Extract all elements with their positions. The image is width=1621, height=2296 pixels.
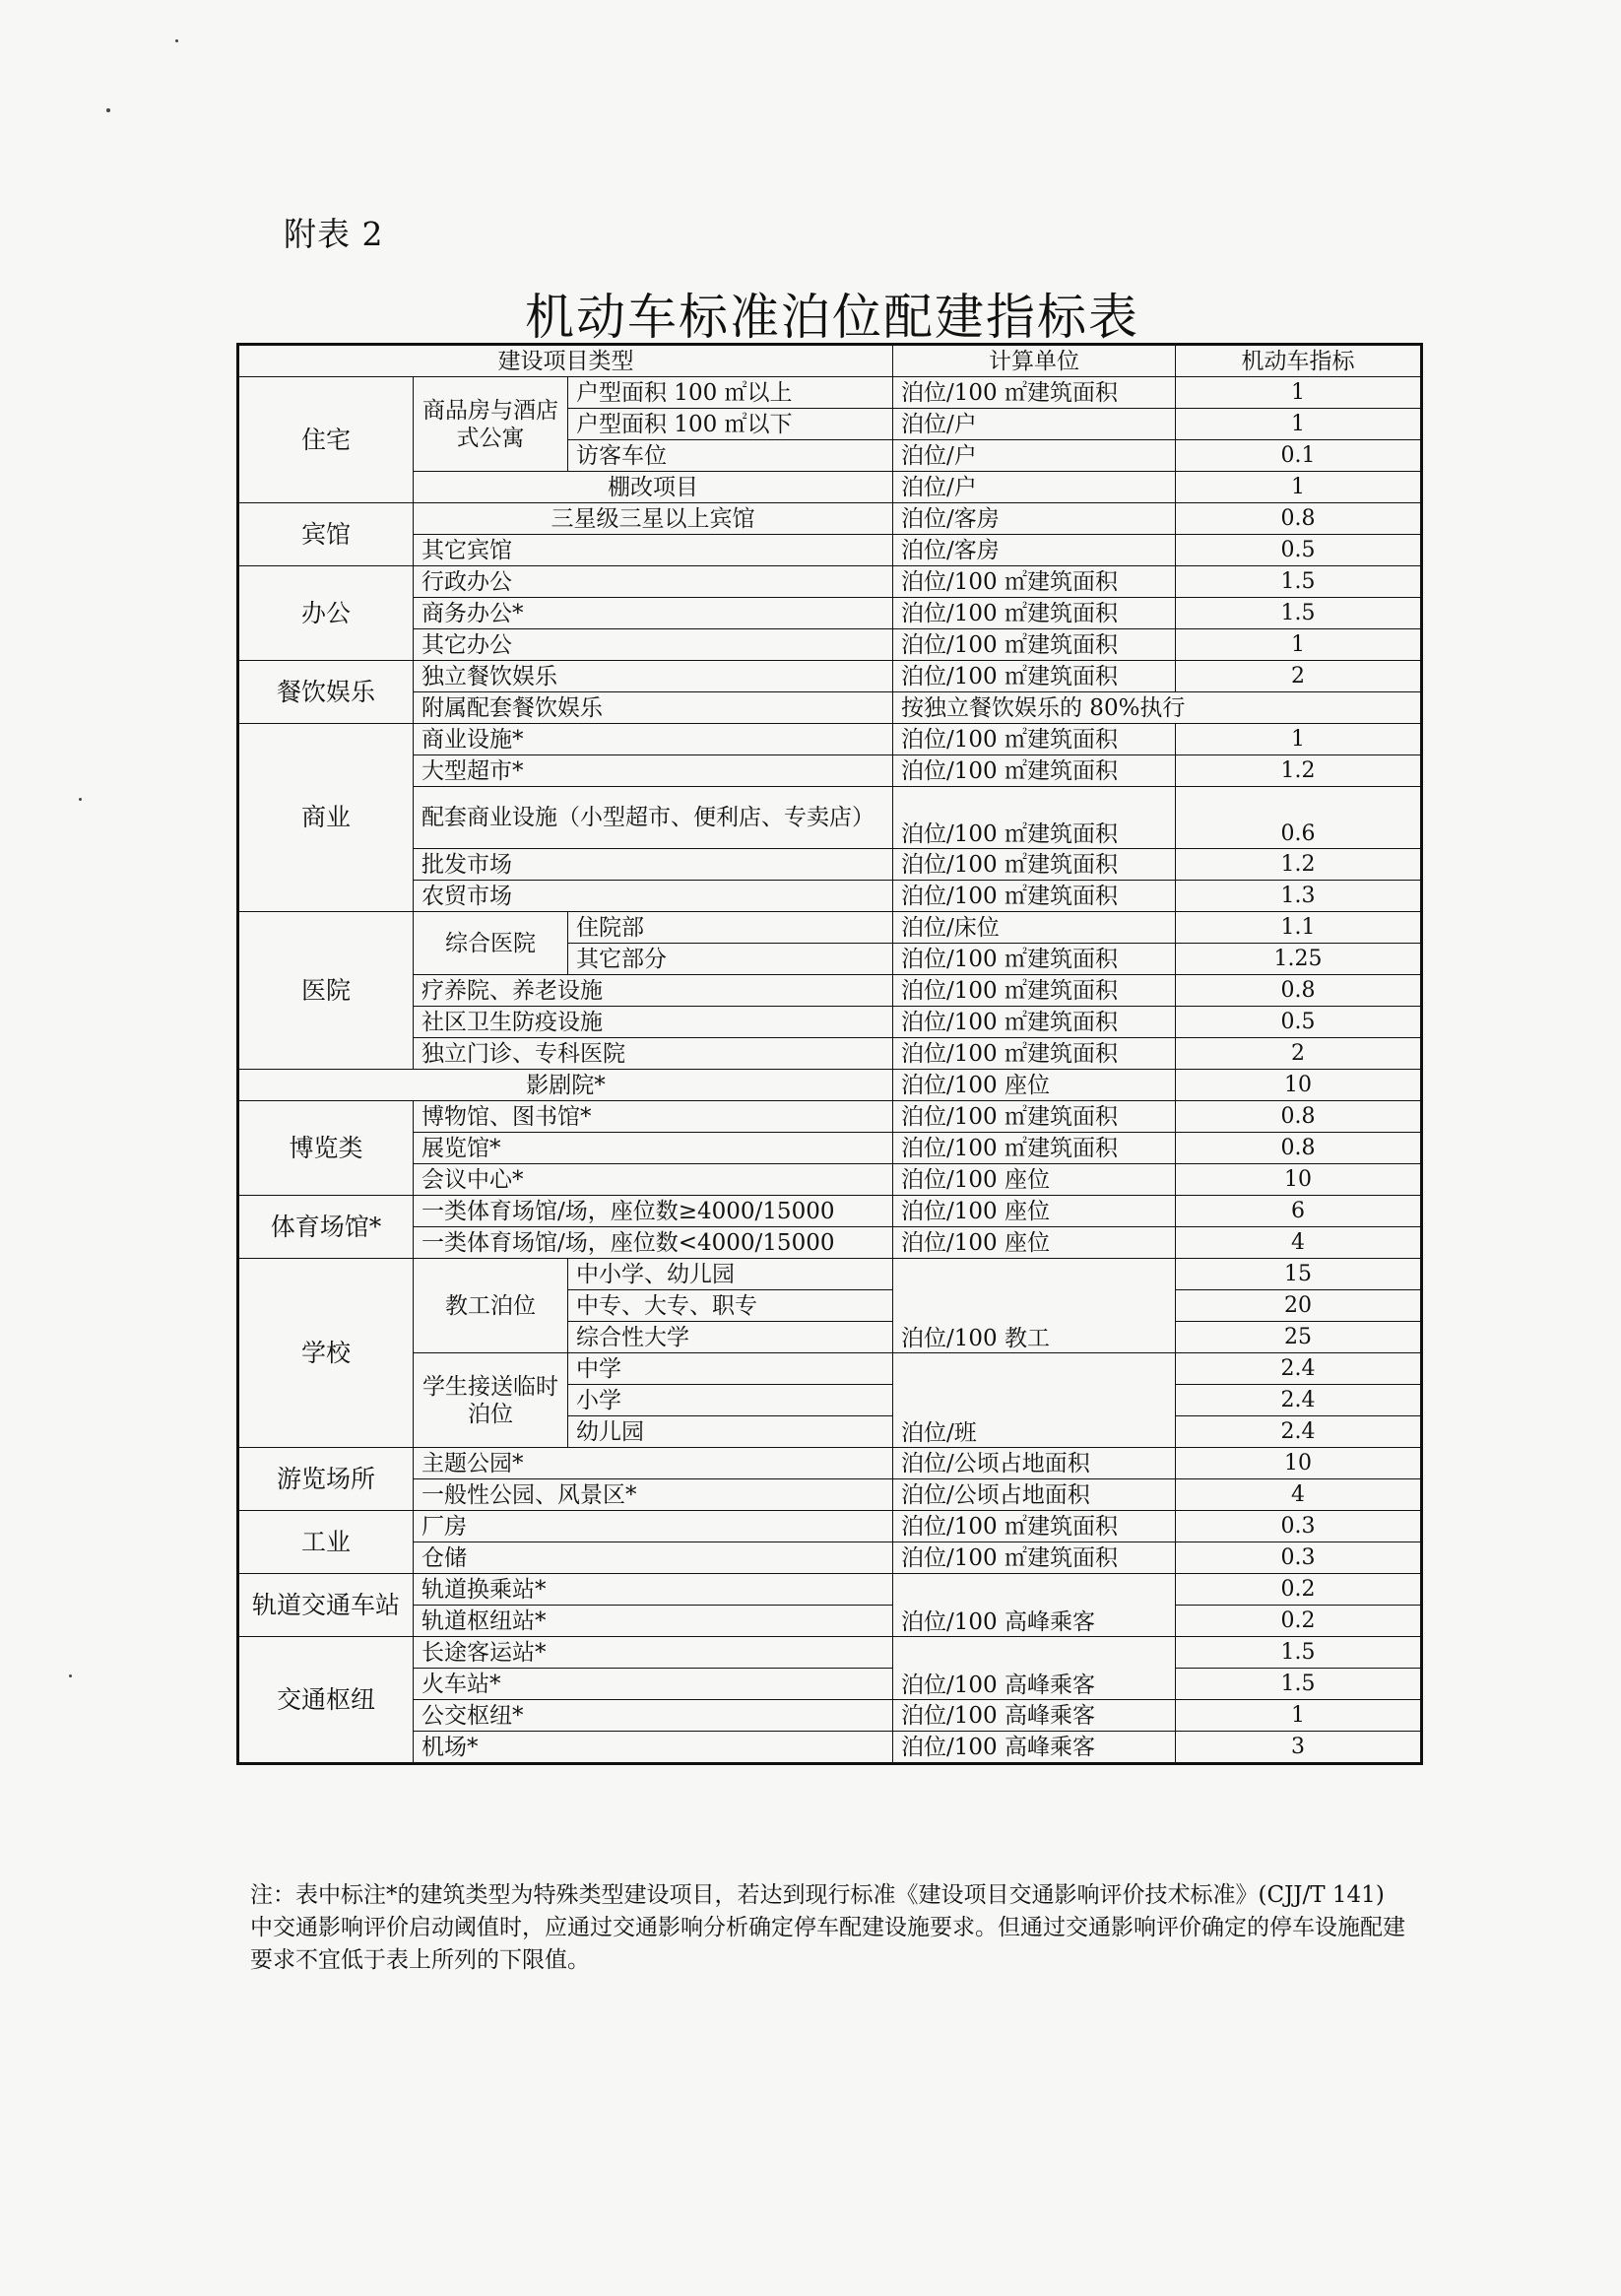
category-rail: 轨道交通车站 (238, 1574, 414, 1637)
item-cinema: 影剧院* (238, 1070, 893, 1101)
value-cell: 4 (1176, 1227, 1422, 1259)
unit-cell: 泊位/100 ㎡建筑面积 (893, 1007, 1176, 1038)
category-industry: 工业 (238, 1511, 414, 1574)
unit-cell: 泊位/100 座位 (893, 1196, 1176, 1227)
value-cell: 2.4 (1176, 1353, 1422, 1385)
table-row (238, 1133, 1422, 1164)
value-cell: 10 (1176, 1448, 1422, 1479)
table-row (238, 1038, 1422, 1070)
unit-cell: 泊位/班 (893, 1353, 1176, 1448)
table-row (238, 1700, 1422, 1732)
category-commerce: 商业 (238, 724, 414, 912)
item-university: 综合性大学 (568, 1322, 893, 1353)
value-cell: 1.5 (1176, 1637, 1422, 1669)
value-cell: 0.6 (1176, 787, 1422, 849)
unit-cell: 泊位/100 ㎡建筑面积 (893, 1511, 1176, 1542)
subcategory-commercial-housing: 商品房与酒店式公寓 (414, 377, 568, 472)
item-coach-station: 长途客运站* (414, 1637, 893, 1669)
item-stadium-small: 一类体育场馆/场，座位数<4000/15000 (414, 1227, 893, 1259)
unit-cell: 泊位/100 ㎡建筑面积 (893, 1101, 1176, 1133)
value-cell: 10 (1176, 1164, 1422, 1196)
table-row (238, 1669, 1422, 1700)
unit-cell: 泊位/100 ㎡建筑面积 (893, 661, 1176, 692)
value-cell: 1 (1176, 377, 1422, 409)
item-admin-office: 行政办公 (414, 566, 893, 598)
table-row (238, 912, 1422, 944)
table-row (238, 724, 1422, 755)
item-business-office: 商务办公* (414, 598, 893, 629)
value-cell: 0.3 (1176, 1542, 1422, 1574)
unit-cell: 泊位/100 ㎡建筑面积 (893, 944, 1176, 975)
table-row (238, 1479, 1422, 1511)
category-hub: 交通枢纽 (238, 1637, 414, 1764)
item-kindergarten: 幼儿园 (568, 1416, 893, 1448)
table-row (238, 692, 1422, 724)
table-row (238, 881, 1422, 912)
unit-cell: 泊位/100 ㎡建筑面积 (893, 629, 1176, 661)
value-cell: 0.8 (1176, 1133, 1422, 1164)
value-cell: 1 (1176, 472, 1422, 503)
header-type: 建设项目类型 (238, 345, 893, 377)
table-row (238, 1732, 1422, 1764)
unit-cell: 泊位/100 高峰乘客 (893, 1700, 1176, 1732)
unit-cell: 泊位/100 ㎡建筑面积 (893, 849, 1176, 881)
value-cell: 1.2 (1176, 849, 1422, 881)
item-other-hotel: 其它宾馆 (414, 535, 893, 566)
unit-cell: 泊位/100 ㎡建筑面积 (893, 787, 1176, 849)
value-cell: 1.3 (1176, 881, 1422, 912)
parking-standard-table (236, 343, 1423, 1765)
item-transfer-station: 轨道换乘站* (414, 1574, 893, 1606)
category-hotel: 宾馆 (238, 503, 414, 566)
table-row (238, 975, 1422, 1007)
table-row (238, 1196, 1422, 1227)
value-cell: 1.1 (1176, 912, 1422, 944)
value-cell: 0.1 (1176, 440, 1422, 472)
item-area-over: 户型面积 100 ㎡以上 (568, 377, 893, 409)
table-row (238, 472, 1422, 503)
unit-cell: 泊位/100 ㎡建筑面积 (893, 1038, 1176, 1070)
value-cell: 0.3 (1176, 1511, 1422, 1542)
item-hub-station: 轨道枢纽站* (414, 1606, 893, 1637)
table-row (238, 1353, 1422, 1385)
value-cell: 3 (1176, 1732, 1422, 1764)
appendix-label: 附表 2 (284, 215, 384, 253)
unit-cell: 泊位/100 座位 (893, 1227, 1176, 1259)
item-train-station: 火车站* (414, 1669, 893, 1700)
item-community-health: 社区卫生防疫设施 (414, 1007, 893, 1038)
category-stadium: 体育场馆* (238, 1196, 414, 1259)
table-row (238, 1574, 1422, 1606)
unit-cell: 泊位/100 高峰乘客 (893, 1574, 1176, 1637)
table-row (238, 1511, 1422, 1542)
unit-cell: 按独立餐饮娱乐的 80%执行 (893, 692, 1422, 724)
unit-cell: 泊位/100 ㎡建筑面积 (893, 566, 1176, 598)
value-cell: 0.2 (1176, 1574, 1422, 1606)
table-row (238, 1070, 1422, 1101)
table-row (238, 661, 1422, 692)
unit-cell: 泊位/100 高峰乘客 (893, 1637, 1176, 1700)
subcategory-student-pickup: 学生接送临时泊位 (414, 1353, 568, 1448)
unit-cell: 泊位/客房 (893, 535, 1176, 566)
category-exhibition: 博览类 (238, 1101, 414, 1196)
item-bus-hub: 公交枢纽* (414, 1700, 893, 1732)
item-sanatorium: 疗养院、养老设施 (414, 975, 893, 1007)
item-other-part: 其它部分 (568, 944, 893, 975)
table-title: 机动车标准泊位配建指标表 (525, 289, 1139, 346)
unit-cell: 泊位/100 高峰乘客 (893, 1732, 1176, 1764)
value-cell: 25 (1176, 1322, 1422, 1353)
table-row (238, 1637, 1422, 1669)
item-primary-kg: 中小学、幼儿园 (568, 1259, 893, 1290)
value-cell: 1 (1176, 629, 1422, 661)
category-school: 学校 (238, 1259, 414, 1448)
item-shantytown: 棚改项目 (414, 472, 893, 503)
item-exhibition-hall: 展览馆* (414, 1133, 893, 1164)
category-residential: 住宅 (238, 377, 414, 503)
scan-speck (69, 1674, 72, 1677)
unit-cell: 泊位/床位 (893, 912, 1176, 944)
item-supermarket: 大型超市* (414, 755, 893, 787)
category-hospital: 医院 (238, 912, 414, 1070)
value-cell: 2 (1176, 661, 1422, 692)
value-cell: 0.5 (1176, 1007, 1422, 1038)
unit-cell: 泊位/客房 (893, 503, 1176, 535)
table-row (238, 566, 1422, 598)
item-attached-dining: 附属配套餐饮娱乐 (414, 692, 893, 724)
unit-cell: 泊位/公顷占地面积 (893, 1448, 1176, 1479)
header-row (238, 345, 1422, 377)
value-cell: 1.25 (1176, 944, 1422, 975)
unit-cell: 泊位/100 ㎡建筑面积 (893, 975, 1176, 1007)
table-row (238, 629, 1422, 661)
header-index: 机动车指标 (1176, 345, 1422, 377)
scan-speck (175, 39, 178, 42)
item-supporting-commerce: 配套商业设施（小型超市、便利店、专卖店） (414, 787, 893, 849)
value-cell: 6 (1176, 1196, 1422, 1227)
table-row (238, 787, 1422, 849)
table-row (238, 1606, 1422, 1637)
value-cell: 15 (1176, 1259, 1422, 1290)
value-cell: 1.5 (1176, 566, 1422, 598)
value-cell: 0.8 (1176, 1101, 1422, 1133)
value-cell: 1.5 (1176, 1669, 1422, 1700)
value-cell: 1 (1176, 724, 1422, 755)
item-area-under: 户型面积 100 ㎡以下 (568, 409, 893, 440)
scan-speck (106, 108, 110, 112)
item-theme-park: 主题公园* (414, 1448, 893, 1479)
item-indep-dining: 独立餐饮娱乐 (414, 661, 893, 692)
unit-cell: 泊位/100 ㎡建筑面积 (893, 881, 1176, 912)
unit-cell: 泊位/100 座位 (893, 1164, 1176, 1196)
item-clinic: 独立门诊、专科医院 (414, 1038, 893, 1070)
item-conference: 会议中心* (414, 1164, 893, 1196)
table-row (238, 1448, 1422, 1479)
item-other-office: 其它办公 (414, 629, 893, 661)
header-unit: 计算单位 (893, 345, 1176, 377)
unit-cell: 泊位/100 ㎡建筑面积 (893, 1542, 1176, 1574)
unit-cell: 泊位/户 (893, 409, 1176, 440)
item-warehouse: 仓储 (414, 1542, 893, 1574)
table-row (238, 503, 1422, 535)
table-row (238, 377, 1422, 409)
footnote: 注：表中标注*的建筑类型为特殊类型建设项目，若达到现行标准《建设项目交通影响评价技术标准》(CJJ/T 141) 中交通影响评价启动阈值时，应通过交通影响分析确定停车配建设施要求。但通过交通影响评价确定的停车设施配建要求不宜低于表上所列的下限值。 (250, 1882, 1405, 1973)
unit-cell: 泊位/户 (893, 472, 1176, 503)
value-cell: 1 (1176, 409, 1422, 440)
unit-cell: 泊位/100 ㎡建筑面积 (893, 724, 1176, 755)
unit-cell: 泊位/100 ㎡建筑面积 (893, 1133, 1176, 1164)
item-commercial-facility: 商业设施* (414, 724, 893, 755)
category-park: 游览场所 (238, 1448, 414, 1511)
table-row (238, 849, 1422, 881)
unit-cell: 泊位/公顷占地面积 (893, 1479, 1176, 1511)
table-row (238, 1542, 1422, 1574)
value-cell: 20 (1176, 1290, 1422, 1322)
unit-cell: 泊位/100 ㎡建筑面积 (893, 377, 1176, 409)
item-star-hotel: 三星级三星以上宾馆 (414, 503, 893, 535)
category-office: 办公 (238, 566, 414, 661)
value-cell: 2.4 (1176, 1385, 1422, 1416)
value-cell: 1.2 (1176, 755, 1422, 787)
value-cell: 1 (1176, 1700, 1422, 1732)
value-cell: 0.8 (1176, 503, 1422, 535)
subcategory-staff-parking: 教工泊位 (414, 1259, 568, 1353)
item-museum: 博物馆、图书馆* (414, 1101, 893, 1133)
table-row (238, 755, 1422, 787)
item-middle-school: 中学 (568, 1353, 893, 1385)
table-row (238, 1259, 1422, 1290)
unit-cell: 泊位/100 ㎡建筑面积 (893, 598, 1176, 629)
unit-cell: 泊位/户 (893, 440, 1176, 472)
subcategory-general-hospital: 综合医院 (414, 912, 568, 975)
item-wholesale: 批发市场 (414, 849, 893, 881)
table-row (238, 598, 1422, 629)
value-cell: 0.5 (1176, 535, 1422, 566)
item-college: 中专、大专、职专 (568, 1290, 893, 1322)
value-cell: 0.2 (1176, 1606, 1422, 1637)
item-inpatient: 住院部 (568, 912, 893, 944)
item-visitor: 访客车位 (568, 440, 893, 472)
item-stadium-large: 一类体育场馆/场，座位数≥4000/15000 (414, 1196, 893, 1227)
category-dining: 餐饮娱乐 (238, 661, 414, 724)
unit-cell: 泊位/100 ㎡建筑面积 (893, 755, 1176, 787)
item-primary-school: 小学 (568, 1385, 893, 1416)
table-row (238, 535, 1422, 566)
value-cell: 10 (1176, 1070, 1422, 1101)
value-cell: 2.4 (1176, 1416, 1422, 1448)
table-row (238, 1007, 1422, 1038)
table-row (238, 1101, 1422, 1133)
item-farmers-market: 农贸市场 (414, 881, 893, 912)
item-general-park: 一般性公园、风景区* (414, 1479, 893, 1511)
scan-speck (79, 798, 82, 801)
table-row (238, 1227, 1422, 1259)
unit-cell: 泊位/100 座位 (893, 1070, 1176, 1101)
unit-cell: 泊位/100 教工 (893, 1259, 1176, 1353)
value-cell: 1.5 (1176, 598, 1422, 629)
item-airport: 机场* (414, 1732, 893, 1764)
value-cell: 0.8 (1176, 975, 1422, 1007)
value-cell: 4 (1176, 1479, 1422, 1511)
value-cell: 2 (1176, 1038, 1422, 1070)
table-row (238, 1164, 1422, 1196)
item-factory: 厂房 (414, 1511, 893, 1542)
